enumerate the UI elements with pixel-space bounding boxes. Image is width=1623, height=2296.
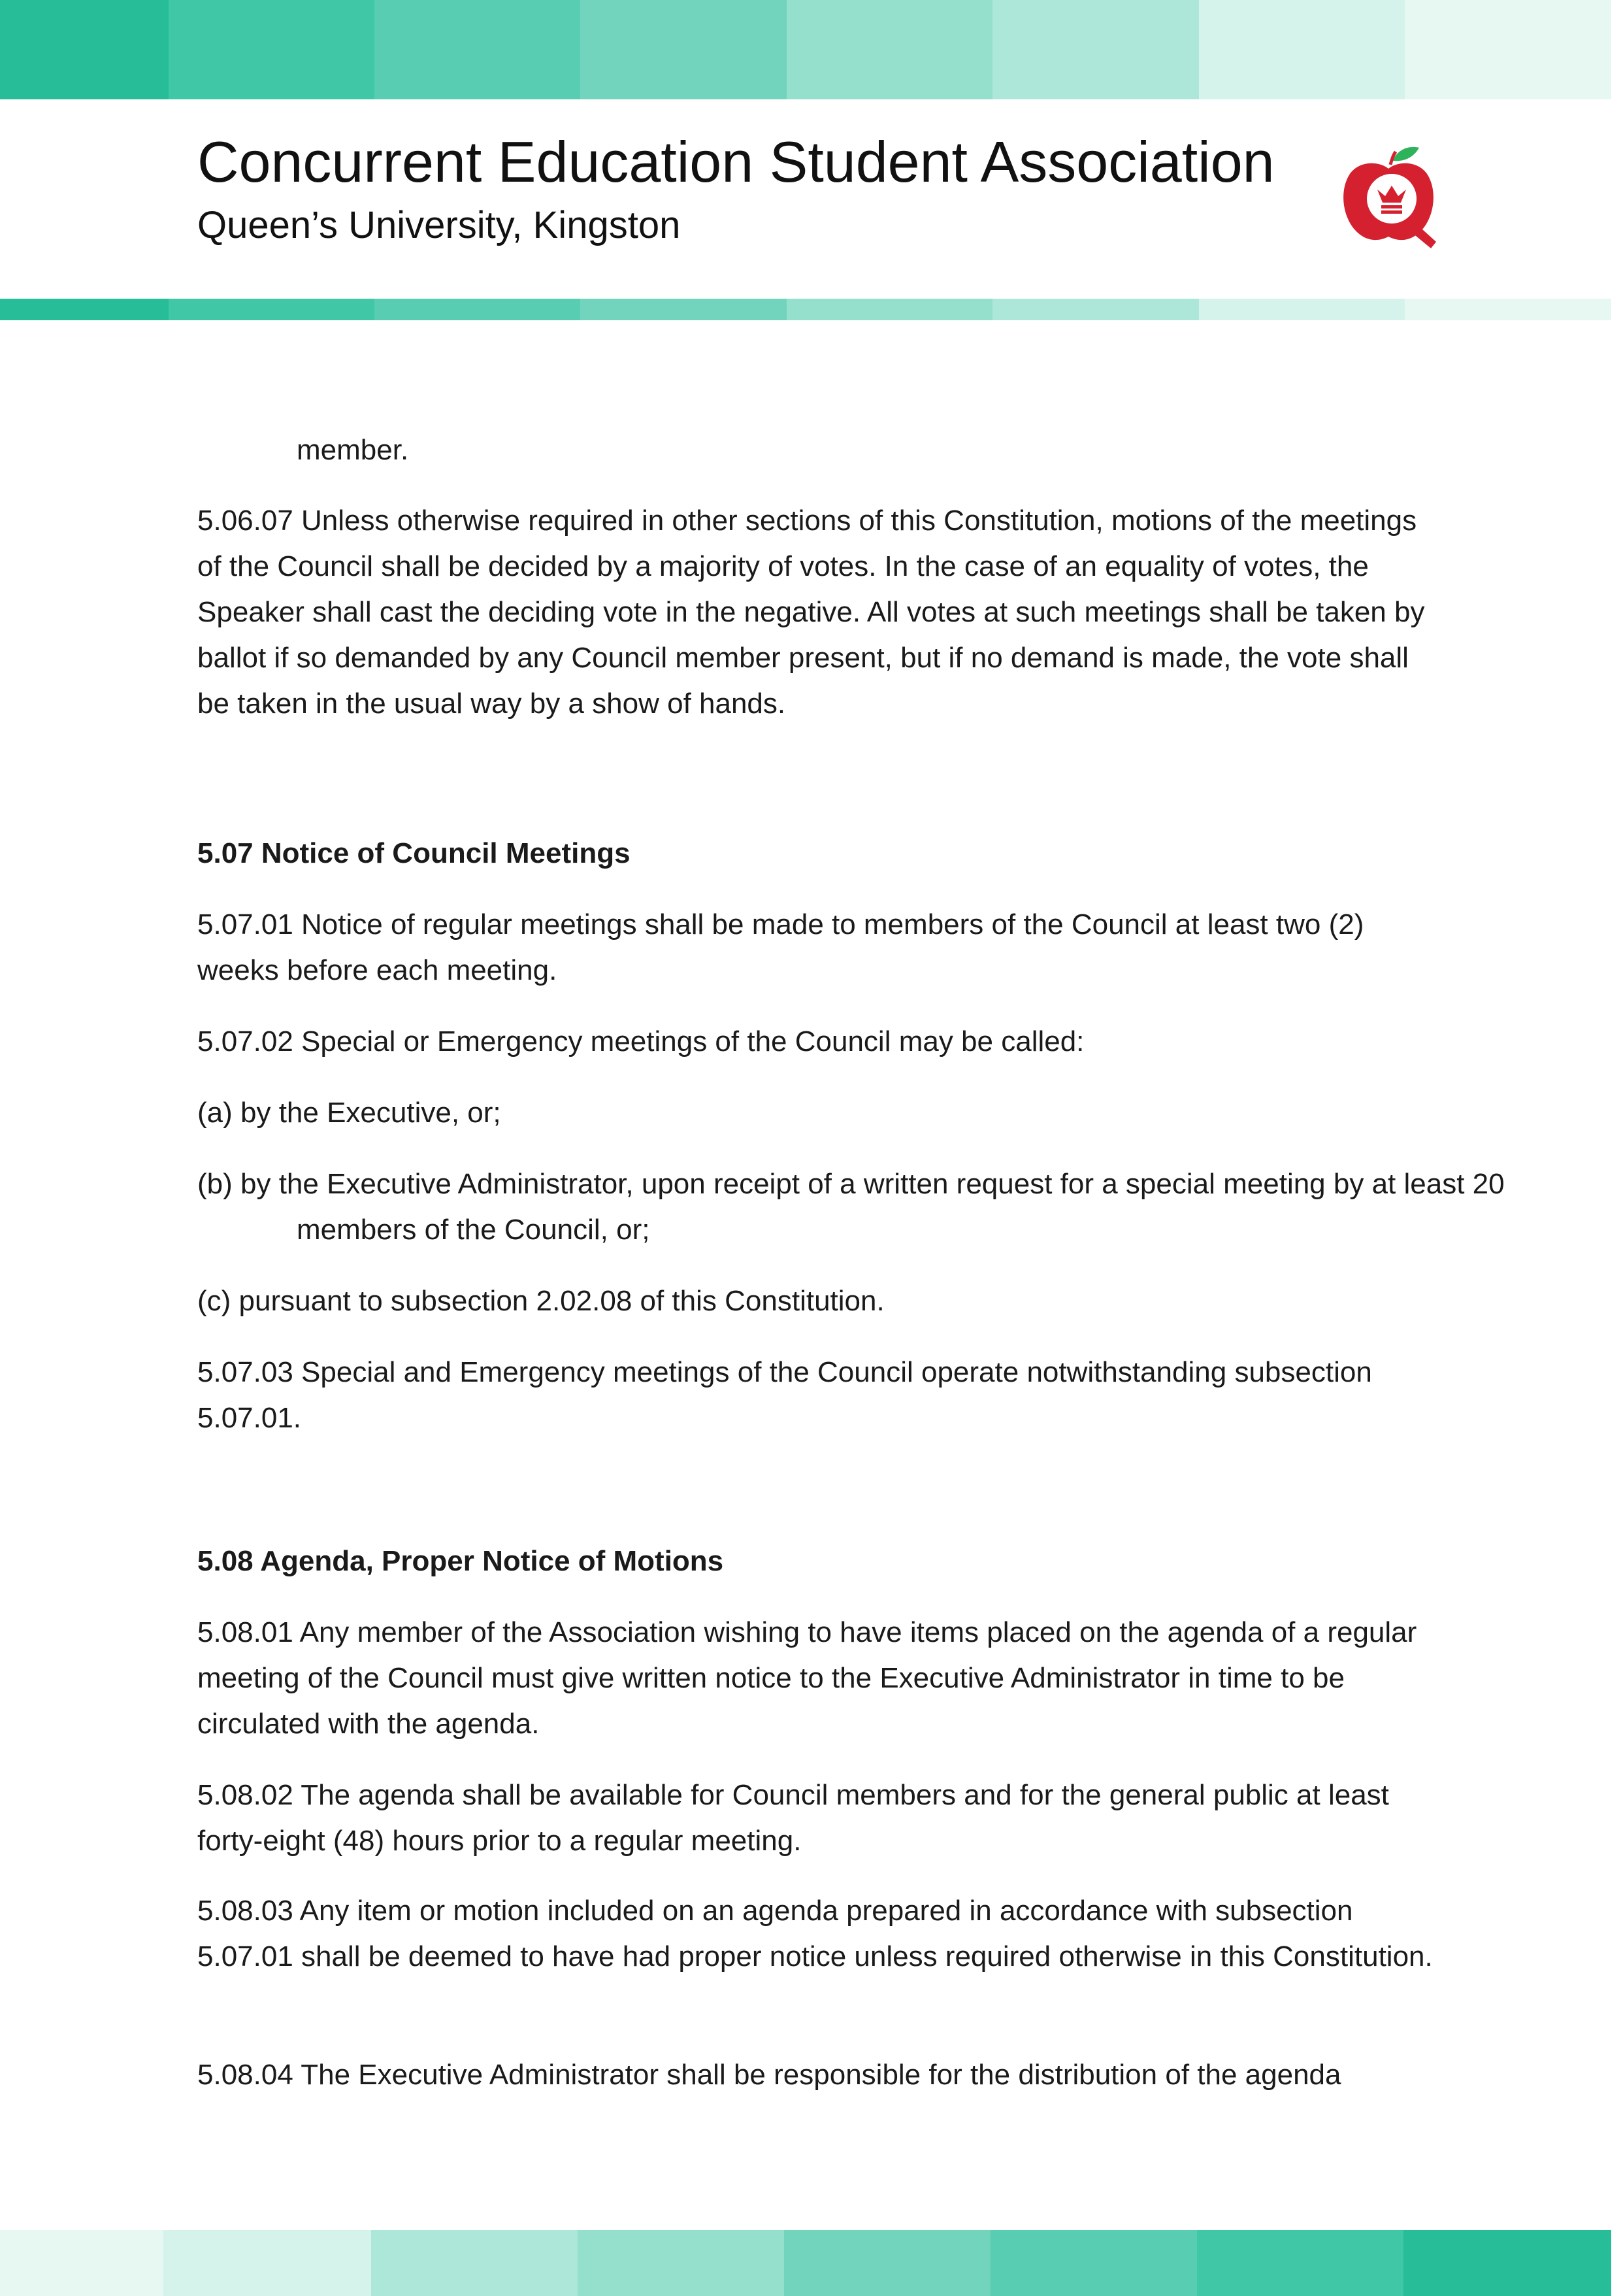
footer-band-segment	[578, 2230, 784, 2296]
clause-5-07-01: 5.07.01 Notice of regular meetings shall be made to members of the Council at least two (2) weeks before each meeting.	[197, 908, 1364, 986]
header-band-segment	[1405, 0, 1611, 99]
organization-subtitle: Queen’s University, Kingston	[197, 204, 681, 246]
divider-band-segment	[1405, 299, 1611, 320]
divider-band-segment	[1199, 299, 1405, 320]
organization-title: Concurrent Education Student Association	[197, 129, 1275, 194]
header-band-segment	[1199, 0, 1405, 99]
header-band-segment	[580, 0, 787, 99]
clause-5-07-02: 5.07.02 Special or Emergency meetings of the Council may be called:	[197, 1025, 1085, 1057]
section-heading-5-08: 5.08 Agenda, Proper Notice of Motions	[197, 1545, 724, 1577]
header-band-segment	[169, 0, 374, 99]
footer-band-segment	[1197, 2230, 1403, 2296]
clause-5-08-04: 5.08.04 The Executive Administrator shall be responsible for the distribution of the agenda	[197, 2059, 1341, 2091]
clause-5-06-07: 5.06.07 Unless otherwise required in other sections of this Constitution, motions of the meetings of the Council shall be decided by a majority of votes. In the case of an equality of votes, the Speaker shall cast the deciding vote in the negative. All votes at such meetings shall be taken by ballot if so demanded by any Council member present, but if no demand is made, the vote shall be taken in the usual way by a show of hands.	[197, 505, 1425, 720]
divider-band-segment	[992, 299, 1199, 320]
header-color-band	[0, 0, 1611, 99]
footer-band-segment	[0, 2230, 163, 2296]
footer-band-segment	[784, 2230, 991, 2296]
clause-5-08-02: 5.08.02 The agenda shall be available for Council members and for the general public at least forty-eight (48) hours prior to a regular meeting.	[197, 1779, 1389, 1857]
apple-crown-logo-icon	[1333, 142, 1444, 254]
footer-color-band	[0, 2230, 1611, 2296]
divider-band-segment	[580, 299, 787, 320]
divider-band-segment	[0, 299, 169, 320]
list-item-a: (a) by the Executive, or;	[197, 1097, 501, 1129]
divider-band-segment	[787, 299, 992, 320]
header-divider-band	[0, 299, 1611, 320]
clause-5-08-01: 5.08.01 Any member of the Association wishing to have items placed on the agenda of a regular meeting of the Council must give written notice to the Executive Administrator in time to be circulated with the agenda.	[197, 1616, 1417, 1740]
continued-paragraph: member.	[297, 434, 409, 466]
list-item-c: (c) pursuant to subsection 2.02.08 of this Constitution.	[197, 1285, 885, 1317]
header-band-segment	[0, 0, 169, 99]
footer-band-segment	[1403, 2230, 1611, 2296]
divider-band-segment	[374, 299, 580, 320]
divider-band-segment	[169, 299, 374, 320]
clause-5-07-03: 5.07.03 Special and Emergency meetings of the Council operate notwithstanding subsection 5.07.01.	[197, 1356, 1372, 1434]
footer-band-segment	[163, 2230, 371, 2296]
section-heading-5-07: 5.07 Notice of Council Meetings	[197, 837, 631, 869]
header-band-segment	[374, 0, 580, 99]
header-band-segment	[992, 0, 1199, 99]
footer-band-segment	[371, 2230, 578, 2296]
footer-band-segment	[991, 2230, 1197, 2296]
header-band-segment	[787, 0, 992, 99]
list-item-b: (b) by the Executive Administrator, upon receipt of a written request for a special meeting by at least 20 members of the Council, or;	[197, 1168, 1505, 1246]
clause-5-08-03: 5.08.03 Any item or motion included on an agenda prepared in accordance with subsection 5.07.01 shall be deemed to have had proper notice unless required otherwise in this Constitution.	[197, 1895, 1433, 1972]
